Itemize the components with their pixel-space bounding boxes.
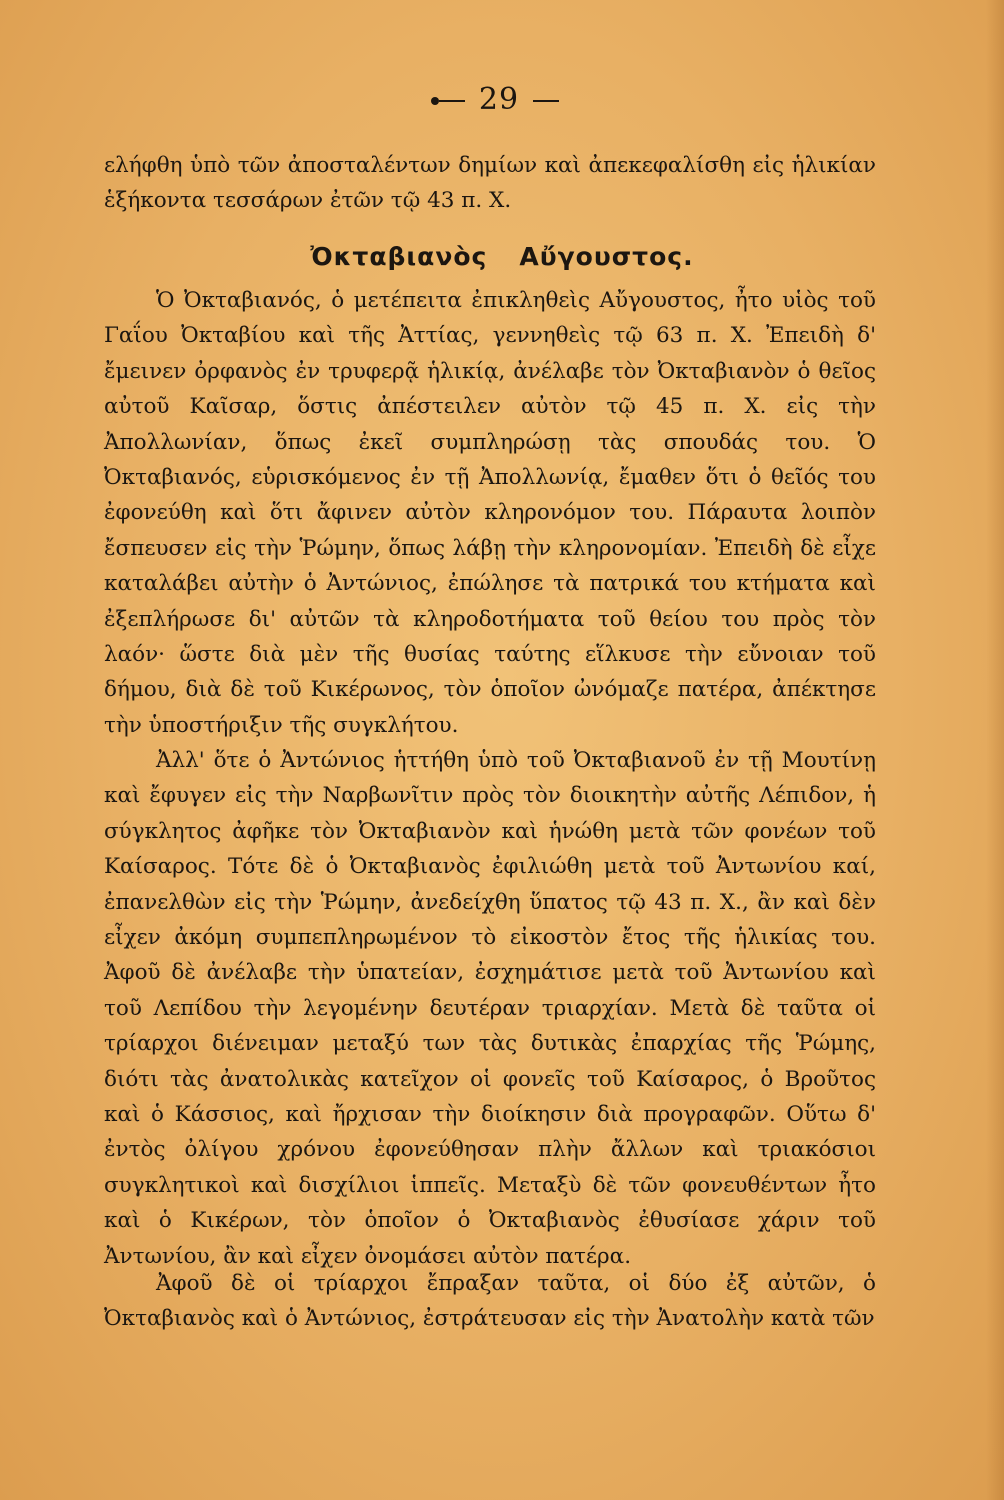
body-paragraph-2 xyxy=(104,743,876,1274)
paragraph-text: Ἀφοῦ δὲ οἱ τρίαρχοι ἔπραξαν ταῦτα, οἱ δύο ἐξ αὐτῶν, ὁ Ὀκταβιανὸς καὶ ὁ Ἀντώνιος, ἐστράτευσαν εἰς τὴν Ἀνατολὴν κατὰ τῶν xyxy=(104,1271,876,1332)
page-header xyxy=(0,82,1004,117)
section-title-word-1: Ὀκταβιανὸς xyxy=(310,242,488,271)
section-title-word-2: Αὔγουστος. xyxy=(519,242,694,271)
page-number: 29 xyxy=(478,82,520,117)
section-title xyxy=(0,242,1004,271)
body-paragraph-3 xyxy=(104,1266,876,1337)
ornament-dot-icon xyxy=(431,97,439,105)
intro-paragraph: ελήφθη ὑπὸ τῶν ἀποσταλέντων δημίων καὶ ἀπεκεφαλίσθη εἰς ἡλικίαν ἑξήκοντα τεσσάρων ἐτῶν τῷ 43 π. Χ. xyxy=(104,153,876,214)
header-dash-right xyxy=(533,100,559,102)
header-dash-left xyxy=(439,100,465,102)
paragraph-text: Ὁ Ὀκταβιανός, ὁ μετέπειτα ἐπικληθεὶς Αὔγουστος, ἦτο υἱὸς τοῦ Γαΐου Ὀκταβίου καὶ τῆς Ἀττίας, γεννηθεὶς τῷ 63 π. Χ. Ἐπειδὴ δ' ἔμεινεν ὀρφανὸς ἐν τρυφερᾷ ἡλικίᾳ, ἀνέλαβε τὸν Ὀκταβιανὸν ὁ θεῖος αὐτοῦ Καῖσαρ, ὅστις ἀπέστειλεν αὐτὸν τῷ 45 π. Χ. εἰς τὴν Ἀπολλωνίαν, ὅπως ἐκεῖ συμπληρώσῃ τὰς σπουδάς του. Ὁ Ὀκταβιανός, εὑρισκόμενος ἐν τῇ Ἀπολλωνίᾳ, ἔμαθεν ὅτι ὁ θεῖός του ἐφονεύθη καὶ ὅτι ἄφινεν αὐτὸν κληρονόμον του. Πάραυτα λοιπὸν ἔσπευσεν εἰς τὴν Ῥώμην, ὅπως λάβῃ τὴν κληρονομίαν. Ἐπειδὴ δὲ εἶχε καταλάβει αὐτὴν ὁ Ἀντώνιος, ἐπώλησε τὰ πατρικά του κτήματα καὶ ἐξεπλήρωσε δι' αὐτῶν τὰ κληροδοτήματα τοῦ θείου του πρὸς τὸν λαόν· ὥστε διὰ μὲν τῆς θυσίας ταύτης εἵλκυσε τὴν εὔνοιαν τοῦ δήμου, διὰ δὲ τοῦ Κικέρωνος, τὸν ὁποῖον ὠνόμαζε πατέρα, ἀπέκτησε τὴν ὑποστήριξιν τῆς συγκλήτου. xyxy=(104,288,876,738)
body-paragraph-1 xyxy=(104,283,876,743)
page-edge-shadow xyxy=(986,0,1004,1500)
paragraph-text: Ἀλλ' ὅτε ὁ Ἀντώνιος ἡττήθη ὑπὸ τοῦ Ὀκταβιανοῦ ἐν τῇ Μουτίνῃ καὶ ἔφυγεν εἰς τὴν Ναρβωνῖτιν πρὸς τὸν διοικητὴν αὐτῆς Λέπιδον, ἡ σύγκλητος ἀφῆκε τὸν Ὀκταβιανὸν καὶ ἡνώθη μετὰ τῶν φονέων τοῦ Καίσαρος. Τότε δὲ ὁ Ὀκταβιανὸς ἐφιλιώθη μετὰ τοῦ Ἀντωνίου καί, ἐπανελθὼν εἰς τὴν Ῥώμην, ἀνεδείχθη ὕπατος τῷ 43 π. Χ., ἂν καὶ δὲν εἶχεν ἀκόμη συμπεπληρωμένον τὸ εἰκοστὸν ἔτος τῆς ἡλικίας του. Ἀφοῦ δὲ ἀνέλαβε τὴν ὑπατείαν, ἐσχημάτισε μετὰ τοῦ Ἀντωνίου καὶ τοῦ Λεπίδου τὴν λεγομένην δευτέραν τριαρχίαν. Μετὰ δὲ ταῦτα οἱ τρίαρχοι διένειμαν μεταξύ των τὰς δυτικὰς ἐπαρχίας τῆς Ῥώμης, διότι τὰς ἀνατολικὰς κατεῖχον οἱ φονεῖς τοῦ Καίσαρος, ὁ Βροῦτος καὶ ὁ Κάσσιος, καὶ ἤρχισαν τὴν διοίκησιν διὰ προγραφῶν. Οὕτω δ' ἐντὸς ὀλίγου χρόνου ἐφονεύθησαν πλὴν ἄλλων καὶ τριακόσιοι συγκλητικοὶ καὶ δισχίλιοι ἱππεῖς. Μεταξὺ δὲ τῶν φονευθέντων ἦτο καὶ ὁ Κικέρων, τὸν ὁποῖον ὁ Ὀκταβιανὸς ἐθυσίασε χάριν τοῦ Ἀντωνίου, ἂν καὶ εἶχεν ὀνομάσει αὐτὸν πατέρα. xyxy=(104,748,876,1269)
